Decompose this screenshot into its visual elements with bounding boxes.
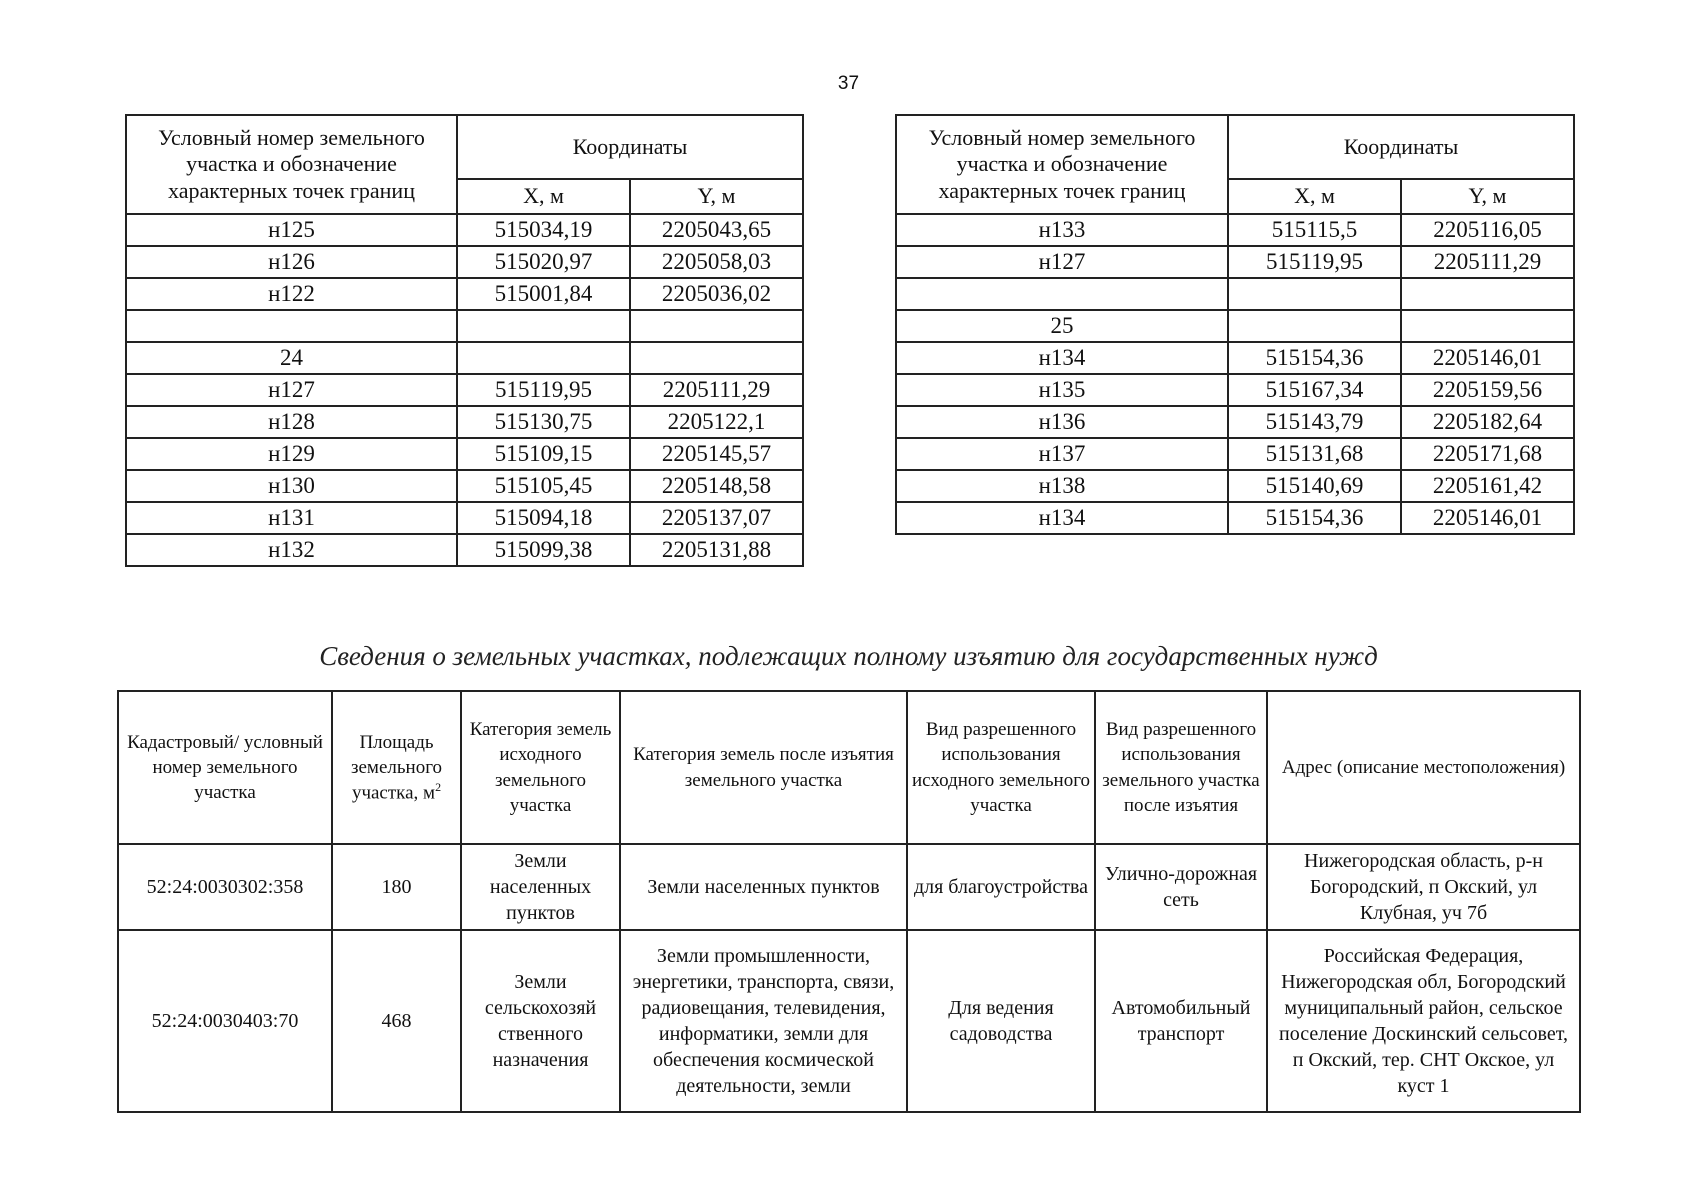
cell-y: 2205161,42 [1401,470,1574,502]
land-plots-table [117,690,1581,1113]
table-row [896,278,1574,310]
header-area [332,691,461,844]
cell-cadastral: 52:24:0030302:358 [118,844,332,930]
cell-area: 180 [332,844,461,930]
cell-x: 515140,69 [1228,470,1401,502]
cell-y: 2205058,03 [630,246,803,278]
cell-y: 2205145,57 [630,438,803,470]
table-row [126,406,803,438]
cell-use-initial: Для ведения садоводства [907,930,1095,1112]
cell-point: н134 [896,342,1228,374]
cell-point: н132 [126,534,457,566]
header-use-initial: Вид разрешенного использования исходного земельного участка [907,691,1095,844]
cell-x [457,310,630,342]
cell-x: 515154,36 [1228,502,1401,534]
cell-y [1401,310,1574,342]
table-row [118,930,1580,1112]
table-row [126,502,803,534]
cell-y: 2205146,01 [1401,342,1574,374]
cell-category-after [620,930,907,1112]
table-row [896,246,1574,278]
cell-x: 515109,15 [457,438,630,470]
cell-x: 515143,79 [1228,406,1401,438]
cell-x: 515154,36 [1228,342,1401,374]
header-area-text: Площадь земельного участка, м [350,731,443,804]
cell-x: 515130,75 [457,406,630,438]
cell-point: н138 [896,470,1228,502]
cell-x: 515001,84 [457,278,630,310]
cell-point: н130 [126,470,457,502]
table-row [118,844,1580,930]
cell-point: н125 [126,214,457,246]
cell-point [126,310,457,342]
table-row [896,342,1574,374]
cell-y: 2205043,65 [630,214,803,246]
cell-point: н128 [126,406,457,438]
header-y: Y, м [630,179,803,214]
table-row [126,342,803,374]
cell-y: 2205111,29 [630,374,803,406]
cell-point: 25 [896,310,1228,342]
cell-point: н126 [126,246,457,278]
cell-x: 515094,18 [457,502,630,534]
cell-cadastral: 52:24:0030403:70 [118,930,332,1112]
cell-y: 2205159,56 [1401,374,1574,406]
cell-point: 24 [126,342,457,374]
cell-point: н129 [126,438,457,470]
cell-y: 2205036,02 [630,278,803,310]
cell-point: н133 [896,214,1228,246]
cell-category-initial: Земли сельскохозяй ственного назначения [461,930,620,1112]
cell-area: 468 [332,930,461,1112]
table-row [896,438,1574,470]
header-point-label: Условный номер земельного участка и обозначение характерных точек границ [896,115,1228,214]
coordinates-left-body [126,214,803,566]
header-category-after: Категория земель после изъятия земельного участка [620,691,907,844]
cell-x: 515115,5 [1228,214,1401,246]
cell-x: 515167,34 [1228,374,1401,406]
cell-x: 515099,38 [457,534,630,566]
header-area-sup: 2 [435,779,442,794]
table-row [896,374,1574,406]
coordinates-table-left [125,114,804,567]
cell-category-initial: Земли населенных пунктов [461,844,620,930]
cell-x [457,342,630,374]
cell-point: н122 [126,278,457,310]
header-y: Y, м [1401,179,1574,214]
cell-x: 515034,19 [457,214,630,246]
table-row [126,374,803,406]
table-row [896,406,1574,438]
cell-y [630,310,803,342]
header-coordinates: Координаты [1228,115,1574,179]
cell-category-after-text: Земли промышленности, энергетики, транспорта, связи, радиовещания, телевидения, информатики, земли для обеспечения космической деятельности, земли [632,945,895,1097]
cell-use-after: Автомобильный транспорт [1095,930,1267,1112]
cell-point: н136 [896,406,1228,438]
cell-y: 2205146,01 [1401,502,1574,534]
cell-y: 2205148,58 [630,470,803,502]
header-point-label: Условный номер земельного участка и обозначение характерных точек границ [126,115,457,214]
cell-point: н134 [896,502,1228,534]
cell-y: 2205131,88 [630,534,803,566]
table-row [126,278,803,310]
table-row [126,214,803,246]
coordinates-right-body [896,214,1574,534]
table-row [126,246,803,278]
cell-x: 515105,45 [457,470,630,502]
header-use-after: Вид разрешенного использования земельного участка после изъятия [1095,691,1267,844]
cell-x: 515131,68 [1228,438,1401,470]
section-title: Сведения о земельных участках, подлежащих полному изъятию для государственных нужд [319,641,1378,671]
cell-use-initial: для благоустройства [907,844,1095,930]
header-x: X, м [457,179,630,214]
cell-y: 2205137,07 [630,502,803,534]
table-row [126,470,803,502]
table-row [126,438,803,470]
header-category-initial: Категория земель исходного земельного участка [461,691,620,844]
table-row [896,470,1574,502]
cell-point: н127 [126,374,457,406]
table-row [896,214,1574,246]
cell-point [896,278,1228,310]
coordinates-table-right [895,114,1575,535]
cell-use-after: Улично-дорожная сеть [1095,844,1267,930]
table-row [896,310,1574,342]
cell-point: н127 [896,246,1228,278]
cell-address: Нижегородская область, р-н Богородский, п Окский, ул Клубная, уч 7б [1267,844,1580,930]
cell-x: 515119,95 [1228,246,1401,278]
header-address: Адрес (описание местоположения) [1267,691,1580,844]
cell-x [1228,310,1401,342]
cell-y: 2205171,68 [1401,438,1574,470]
table-row [126,310,803,342]
cell-point: н131 [126,502,457,534]
cell-address [1267,930,1580,1112]
cell-y: 2205182,64 [1401,406,1574,438]
cell-y: 2205116,05 [1401,214,1574,246]
cell-y: 2205122,1 [630,406,803,438]
cell-point: н137 [896,438,1228,470]
header-x: X, м [1228,179,1401,214]
cell-y [630,342,803,374]
cell-point: н135 [896,374,1228,406]
cell-x: 515119,95 [457,374,630,406]
header-coordinates: Координаты [457,115,803,179]
table-row [896,502,1574,534]
header-cadastral: Кадастровый/ условный номер земельного участка [118,691,332,844]
cell-address-text: Российская Федерация, Нижегородская обл, Богородский муниципальный район, сельское поселение Доскинский сельсовет, п Окский, тер. СНТ Окское, ул куст 1 [1279,945,1568,1097]
cell-category-after: Земли населенных пунктов [620,844,907,930]
cell-x: 515020,97 [457,246,630,278]
cell-y [1401,278,1574,310]
table-row [126,534,803,566]
cell-y: 2205111,29 [1401,246,1574,278]
page-number: 37 [837,73,860,94]
cell-x [1228,278,1401,310]
